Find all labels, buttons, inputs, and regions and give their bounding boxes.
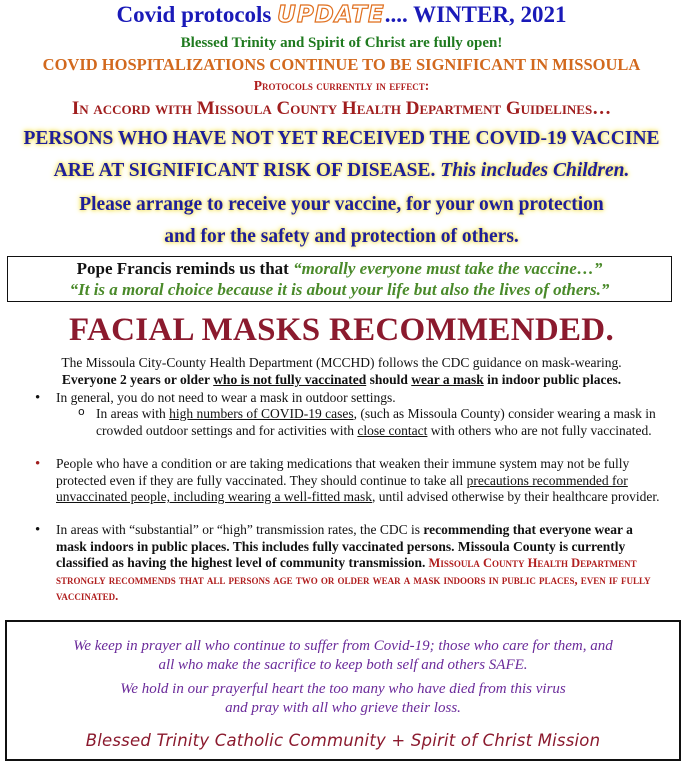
prayer-line-2: all who make the sacrifice to keep both self and others SAFE. [158, 657, 528, 673]
bullet3-bold: recommending that everyone wear a mask indoors in public places. This includes fully vaccinated persons. Missoula County is currently classified as having the highest level of community transmission. [56, 522, 633, 570]
high-cases-underline: high numbers of COVID-19 cases [169, 406, 354, 421]
everyone-requirement [0, 372, 683, 388]
community-signature: Blessed Trinity Catholic Community + Spirit of Christ Mission [85, 731, 601, 750]
bullet-outdoor: • In general, you do not need to wear a mask in outdoor settings. [56, 390, 666, 407]
accord-line: In accord with Missoula County Health Department Guidelines… [71, 98, 612, 119]
precautions-underline: precautions recommended for unvaccinated people, including wearing a well-fitted mask [56, 472, 628, 504]
prayer-line-3: We hold in our prayerful heart the too many who have died from this virus [120, 681, 566, 697]
vaccine-warning-line-2 [0, 160, 683, 182]
pope-intro: Pope Francis reminds us that [76, 259, 294, 278]
protocols-label: Protocols currently in effect: [253, 78, 430, 93]
close-contact-underline: close contact [357, 422, 428, 438]
masks-heading: FACIAL MASKS RECOMMENDED. [69, 312, 614, 348]
sub-bullet-crowded [96, 406, 668, 439]
hospitalizations-notice: COVID HOSPITALIZATIONS CONTINUE TO BE SIGNIFICANT IN MISSOULA [42, 55, 641, 74]
pope-quote-line-1 [8, 259, 671, 279]
bullet2-post: , until advised otherwise by their healthcare provider. [372, 489, 660, 504]
bullet2-pre: People who have a condition or are taking medications that weaken their immune system may not be fully protected even if they are fully vaccinated. They should continue to take all [56, 456, 630, 488]
page-title [0, 2, 683, 28]
arrange-line-2: and for the safety and protection of others. [164, 226, 519, 247]
pope-quote-2: “It is a moral choice because it is about your life but also the lives of others.” [69, 280, 610, 299]
bullet3-pre: In areas with “substantial” or “high” transmission rates, the CDC is [56, 522, 424, 537]
vaccine-warning-line-1: PERSONS WHO HAVE NOT YET RECEIVED THE COVID-19 VACCINE [23, 128, 660, 149]
sub-mid: , (such as Missoula County) consider wearing a mask in crowded outdoor settings and for activities with [96, 406, 656, 438]
wear-mask-underline: wear a mask [411, 372, 484, 387]
prayer-line-4: and pray with all who grieve their loss. [225, 700, 461, 716]
county-recommendation: Missoula County Health Department strongly recommends that all persons age two or older wear a mask indoors in public places, even if fully vaccinated. [56, 556, 651, 603]
children-note: This includes Children. [440, 160, 630, 181]
everyone-post: in indoor public places. [483, 372, 622, 387]
bullet-immune [56, 456, 666, 506]
title-prefix: Covid protocols [116, 2, 278, 27]
everyone-mid: should [366, 372, 412, 387]
everyone-pre: Everyone 2 years or older [61, 372, 214, 387]
not-vaccinated-underline: who is not fully vaccinated [213, 372, 367, 387]
open-announcement: Blessed Trinity and Spirit of Christ are fully open! [180, 35, 503, 51]
title-update-word: UPDATE [277, 2, 385, 28]
sub-pre: In areas with [96, 406, 170, 421]
prayer-line-1: We keep in prayer all who continue to suffer from Covid-19; those who care for them, and [73, 638, 613, 654]
arrange-line-1: Please arrange to receive your vaccine, for your own protection [79, 194, 604, 215]
sub-post: with others who are not fully vaccinated. [427, 422, 652, 438]
vaccine-risk-text: ARE AT SIGNIFICANT RISK OF DISEASE. [53, 160, 436, 181]
bullet-transmission [56, 522, 666, 605]
pope-quote-1: “morally everyone must take the vaccine…” [293, 259, 603, 278]
pope-quote-box [7, 256, 672, 302]
prayer-box [5, 620, 681, 761]
title-suffix: .... WINTER, 2021 [384, 2, 567, 27]
mcchd-intro: The Missoula City-County Health Department (MCCHD) follows the CDC guidance on mask-wearing. [61, 355, 622, 370]
